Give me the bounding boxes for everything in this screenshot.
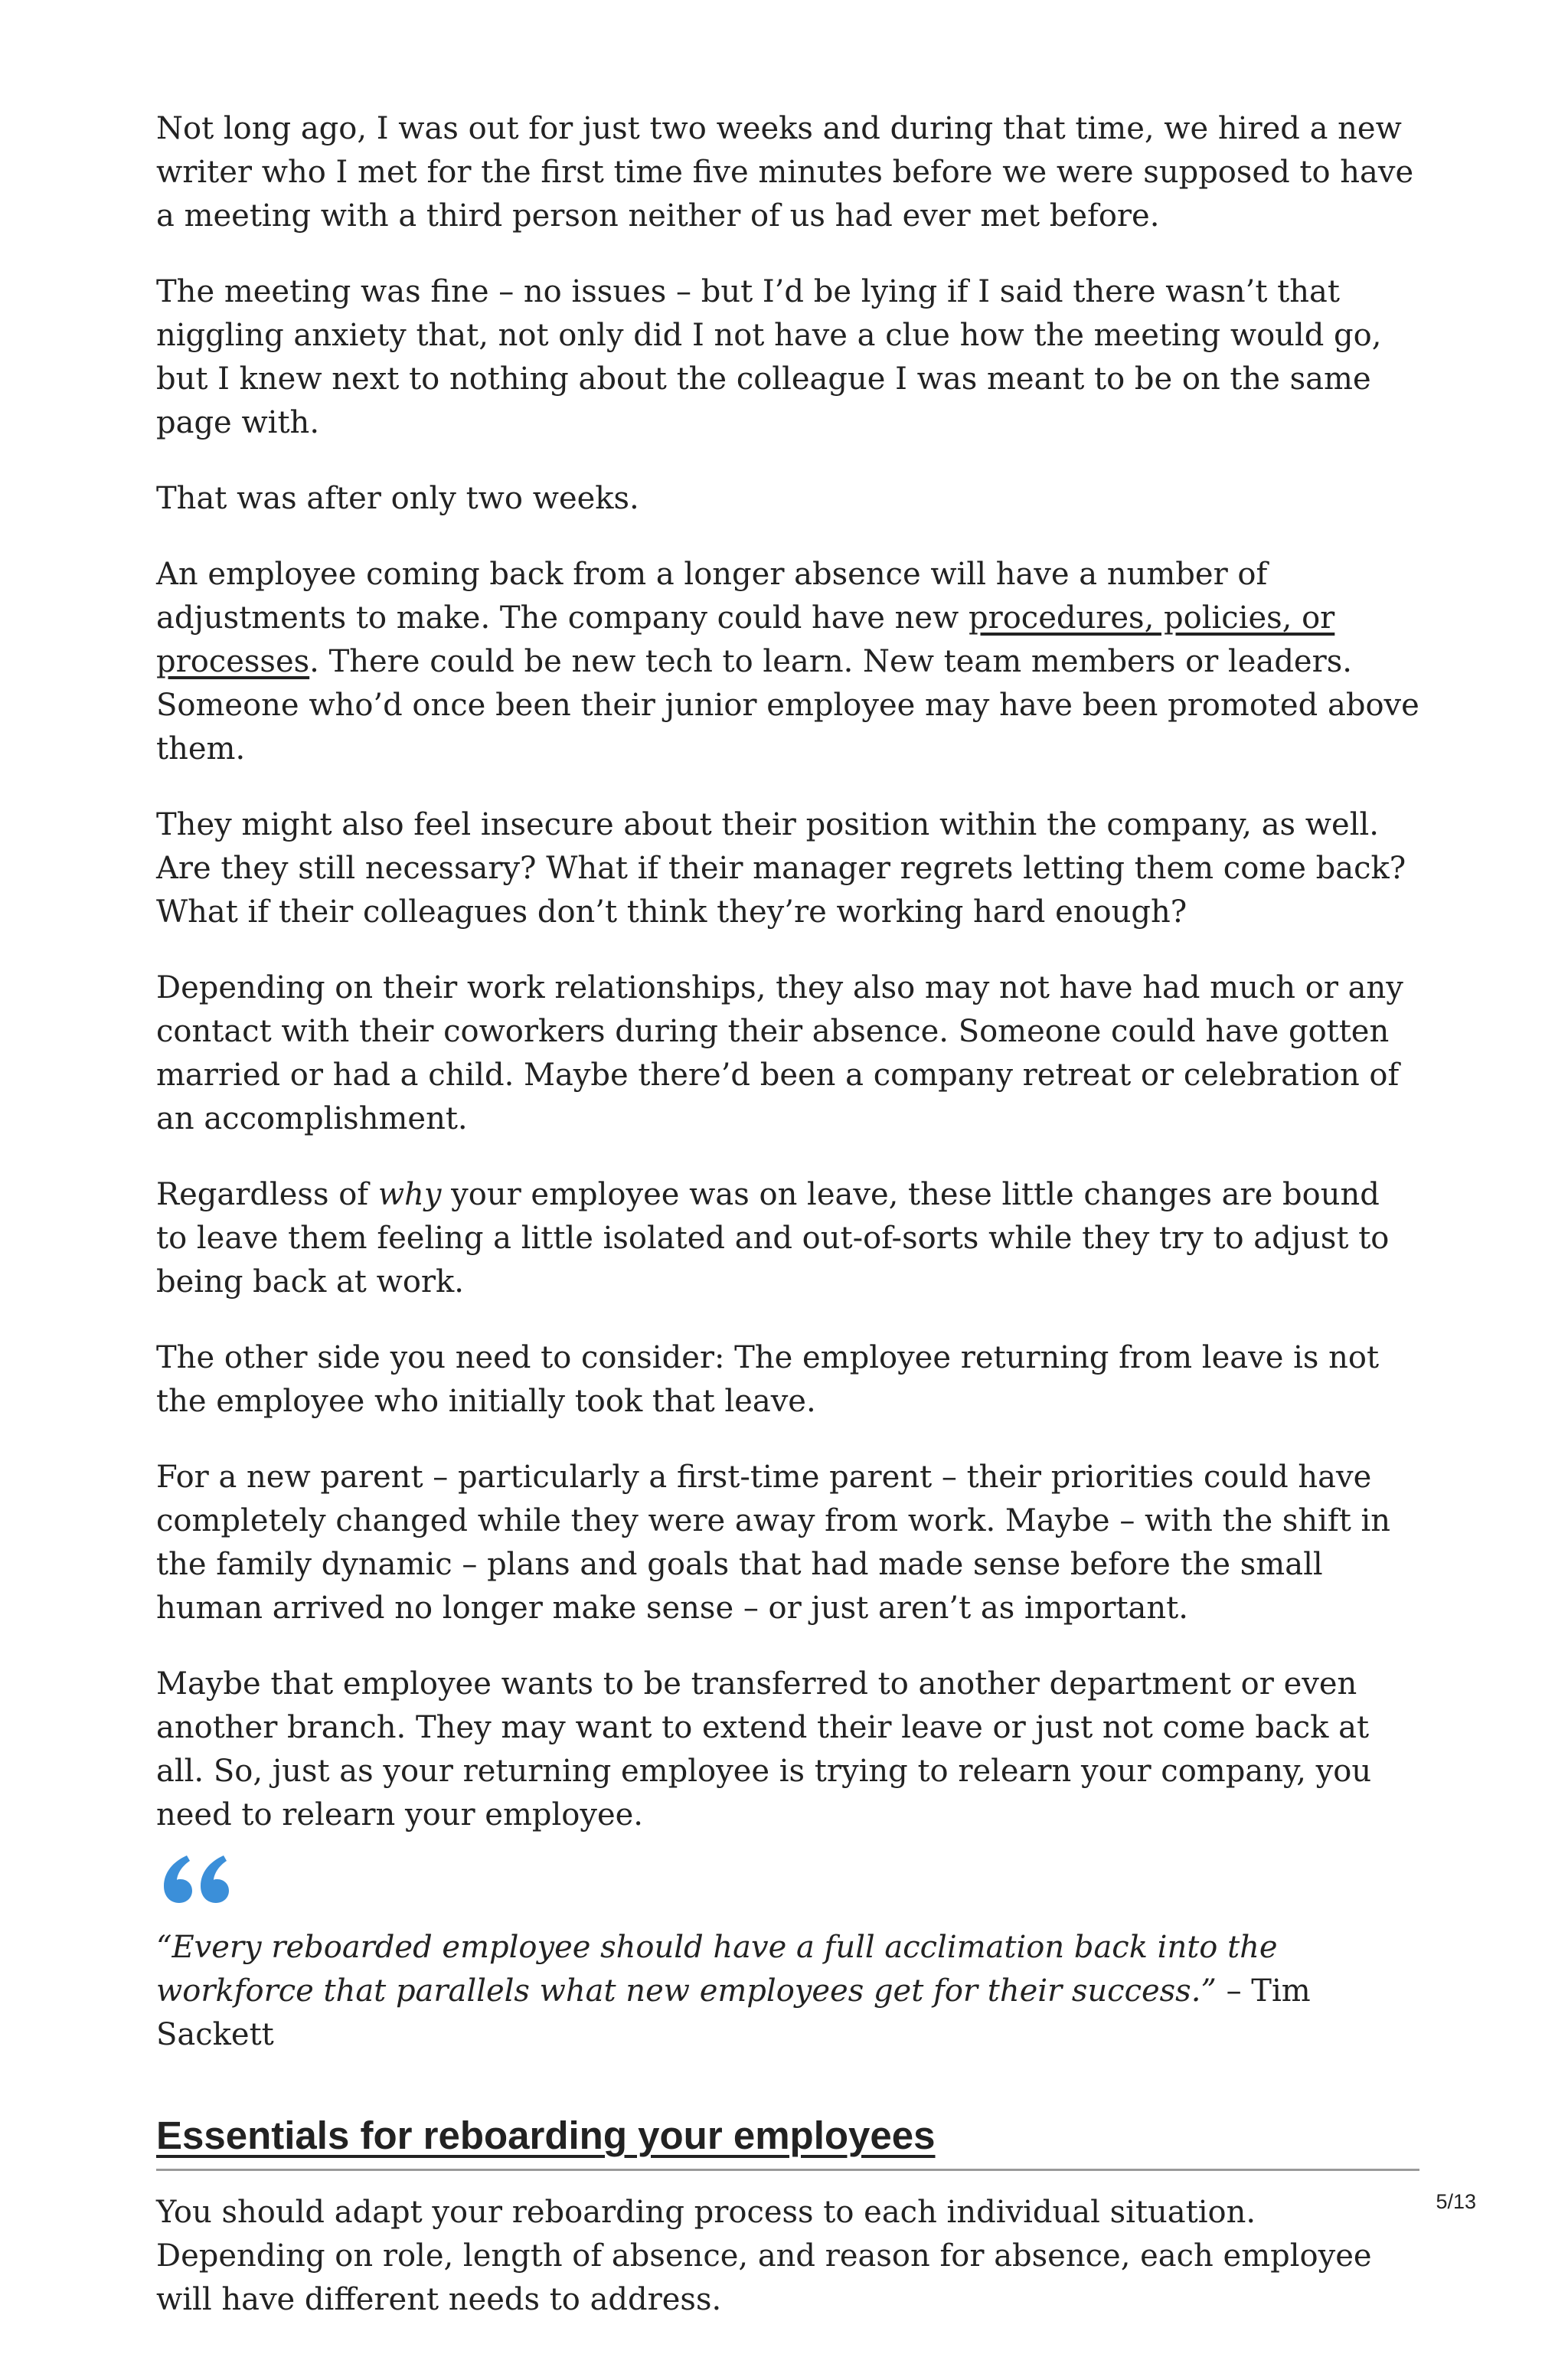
quote-text: “Every reboarded employee should have a full acclimation back into the workforce that parallels what new employees get for their success.”: [156, 1930, 1278, 2009]
section-paragraph: You should adapt your reboarding process to each individual situation. Depending on role, length of absence, and reason for absence, each employee will have different needs to address.: [156, 2195, 1372, 2317]
paragraph-7-after: your employee was on leave, these little changes are bound to leave them feeling a little isolated and out-of-sorts while they try to adjust to being back at work.: [156, 1177, 1390, 1300]
paragraph-7-before: Regardless of: [156, 1177, 378, 1212]
section-heading: [156, 2110, 1419, 2171]
quote-icon: [156, 1843, 1419, 1926]
paragraph-7: [156, 1173, 1419, 1304]
paragraph-9: For a new parent – particularly a first-time parent – their priorities could have completely changed while they were away from work. Maybe – with the shift in the family dynamic – plans and goals that had made sense before the small human arrived no longer make sense – or just aren’t as important.: [156, 1460, 1391, 1626]
quote-attribution: – Tim Sackett: [156, 1973, 1311, 2052]
paragraph-10: Maybe that employee wants to be transferred to another department or even another branch. They may want to extend their leave or just not come back at all. So, just as your returning employee is trying to relearn your company, you need to relearn your employee.: [156, 1666, 1372, 1833]
article-body: [156, 107, 1419, 2354]
paragraph-4-after: . There could be new tech to learn. New team members or leaders. Someone who’d once been their junior employee may have been promoted above them.: [156, 644, 1419, 767]
paragraph-7-emphasis: why: [377, 1177, 442, 1212]
paragraph-5: They might also feel insecure about their position within the company, as well. Are they still necessary? What if their manager regrets letting them come back? What if their colleagues don’t think they’re working hard enough?: [156, 807, 1406, 930]
section-heading-text[interactable]: Essentials for reboarding your employees: [156, 2114, 936, 2157]
procedures-link[interactable]: procedures, policies, or processes: [156, 600, 1335, 679]
paragraph-8: The other side you need to consider: The employee returning from leave is not the employee who initially took that leave.: [156, 1340, 1380, 1419]
page-number: 5/13: [1436, 2190, 1476, 2213]
paragraph-6: Depending on their work relationships, they also may not have had much or any contact with their coworkers during their absence. Someone could have gotten married or had a child. Maybe there’d been a company retreat or celebration of an accomplishment.: [156, 970, 1403, 1136]
paragraph-3: That was after only two weeks.: [156, 481, 639, 516]
pull-quote: [156, 1926, 1419, 2057]
paragraph-4: [156, 553, 1419, 771]
paragraph-1: Not long ago, I was out for just two weeks and during that time, we hired a new writer who I met for the first time five minutes before we were supposed to have a meeting with a third person neither of us had ever met before.: [156, 111, 1414, 234]
paragraph-2: The meeting was fine – no issues – but I’d be lying if I said there wasn’t that niggling anxiety that, not only did I not have a clue how the meeting would go, but I knew next to nothing about the colleague I was meant to be on the same page with.: [156, 274, 1382, 440]
paragraph-4-before: An employee coming back from a longer absence will have a number of adjustments to make. The company could have new: [156, 557, 1268, 636]
